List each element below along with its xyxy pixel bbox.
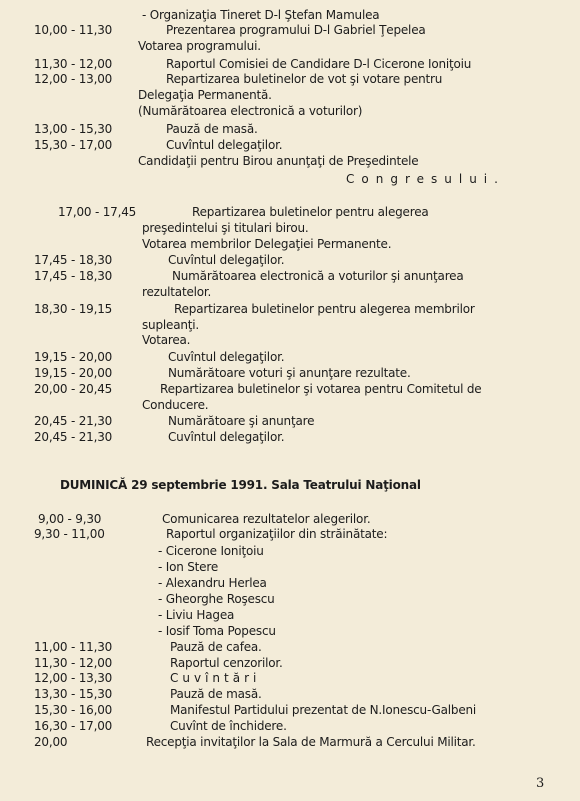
- item-time: 19,15 - 20,00: [34, 366, 113, 380]
- item-time: 11,00 - 11,30: [34, 640, 113, 654]
- item-time: 19,15 - 20,00: [34, 350, 113, 364]
- item-time: 20,00: [34, 735, 68, 749]
- item-text: Recepţia invitaţilor la Sala de Marmură a Cercului Militar.: [146, 735, 476, 749]
- item-time: 9,30 - 11,00: [34, 527, 105, 541]
- speaker-item: - Iosif Toma Popescu: [158, 624, 276, 638]
- item-text: Cuvîntul delegaţilor.: [168, 350, 285, 364]
- speaker-item: - Alexandru Herlea: [158, 576, 267, 590]
- item-text: Pauză de masă.: [170, 687, 262, 701]
- item-text: Cuvîntări: [170, 671, 261, 685]
- item-time: 20,00 - 20,45: [34, 382, 113, 396]
- item-time: 12,00 - 13,00: [34, 72, 113, 86]
- item-text: Raportul cenzorilor.: [170, 656, 283, 670]
- page-number: 3: [536, 776, 545, 791]
- item-time: 17,45 - 18,30: [34, 269, 113, 283]
- item-text: Cuvînt de închidere.: [170, 719, 287, 733]
- item-text: Votarea membrilor Delegaţiei Permanente.: [142, 237, 392, 251]
- item-text: Candidaţii pentru Birou anunţaţi de Preşedintele: [138, 154, 419, 168]
- item-text: Cuvîntul delegaţilor.: [168, 253, 285, 267]
- item-text: (Numărătoarea electronică a voturilor): [138, 104, 363, 118]
- item-time: 17,45 - 18,30: [34, 253, 113, 267]
- item-text: Congresului.: [346, 172, 505, 186]
- item-text: Repartizarea buletinelor pentru alegerea membrilor: [174, 302, 475, 316]
- day-heading: DUMINICĂ 29 septembrie 1991. Sala Teatrului Naţional: [60, 478, 421, 492]
- item-text: Comunicarea rezultatelor alegerilor.: [162, 512, 371, 526]
- item-time: 10,00 - 11,30: [34, 23, 113, 37]
- item-text: Raportul Comisiei de Candidare D-l Cicerone Ioniţoiu: [166, 57, 472, 71]
- item-text: Pauză de masă.: [166, 122, 258, 136]
- item-time: 16,30 - 17,00: [34, 719, 113, 733]
- item-text: Repartizarea buletinelor de vot şi votare pentru: [166, 72, 443, 86]
- item-text: - Organizaţia Tineret D-l Ştefan Mamulea: [142, 8, 380, 22]
- item-text: supleanţi.: [142, 318, 200, 332]
- item-time: 17,00 - 17,45: [58, 205, 137, 219]
- item-time: 15,30 - 16,00: [34, 703, 113, 717]
- item-text: Numărătoare şi anunţare: [168, 414, 315, 428]
- item-text: Repartizarea buletinelor şi votarea pentru Comitetul de: [160, 382, 482, 396]
- item-text: Raportul organizaţiilor din străinătate:: [166, 527, 388, 541]
- item-time: 9,00 - 9,30: [38, 512, 102, 526]
- item-text: Numărătoare voturi şi anunţare rezultate.: [168, 366, 411, 380]
- item-text: Delegaţia Permanentă.: [138, 88, 272, 102]
- item-text: Cuvîntul delegaţilor.: [168, 430, 285, 444]
- item-time: 15,30 - 17,00: [34, 138, 113, 152]
- speaker-item: - Liviu Hagea: [158, 608, 235, 622]
- speaker-item: - Ion Stere: [158, 560, 219, 574]
- item-text: Manifestul Partidului prezentat de N.Ionescu-Galbeni: [170, 703, 477, 717]
- item-text: preşedintelui şi titulari birou.: [142, 221, 309, 235]
- item-time: 18,30 - 19,15: [34, 302, 113, 316]
- item-text: Conducere.: [142, 398, 209, 412]
- item-text: Numărătoarea electronică a voturilor şi anunţarea: [172, 269, 464, 283]
- speaker-item: - Cicerone Ioniţoiu: [158, 544, 264, 558]
- item-time: 11,30 - 12,00: [34, 656, 113, 670]
- item-time: 13,30 - 15,30: [34, 687, 113, 701]
- item-text: Repartizarea buletinelor pentru alegerea: [192, 205, 429, 219]
- item-time: 20,45 - 21,30: [34, 414, 113, 428]
- item-text: Votarea.: [142, 333, 191, 347]
- item-time: 20,45 - 21,30: [34, 430, 113, 444]
- item-time: 11,30 - 12,00: [34, 57, 113, 71]
- item-text: Pauză de cafea.: [170, 640, 262, 654]
- item-text: rezultatelor.: [142, 285, 212, 299]
- item-text: Votarea programului.: [138, 39, 261, 53]
- speaker-item: - Gheorghe Roşescu: [158, 592, 275, 606]
- item-text: Prezentarea programului D-l Gabriel Ţepelea: [166, 23, 426, 37]
- item-time: 12,00 - 13,30: [34, 671, 113, 685]
- item-time: 13,00 - 15,30: [34, 122, 113, 136]
- item-text: Cuvîntul delegaţilor.: [166, 138, 283, 152]
